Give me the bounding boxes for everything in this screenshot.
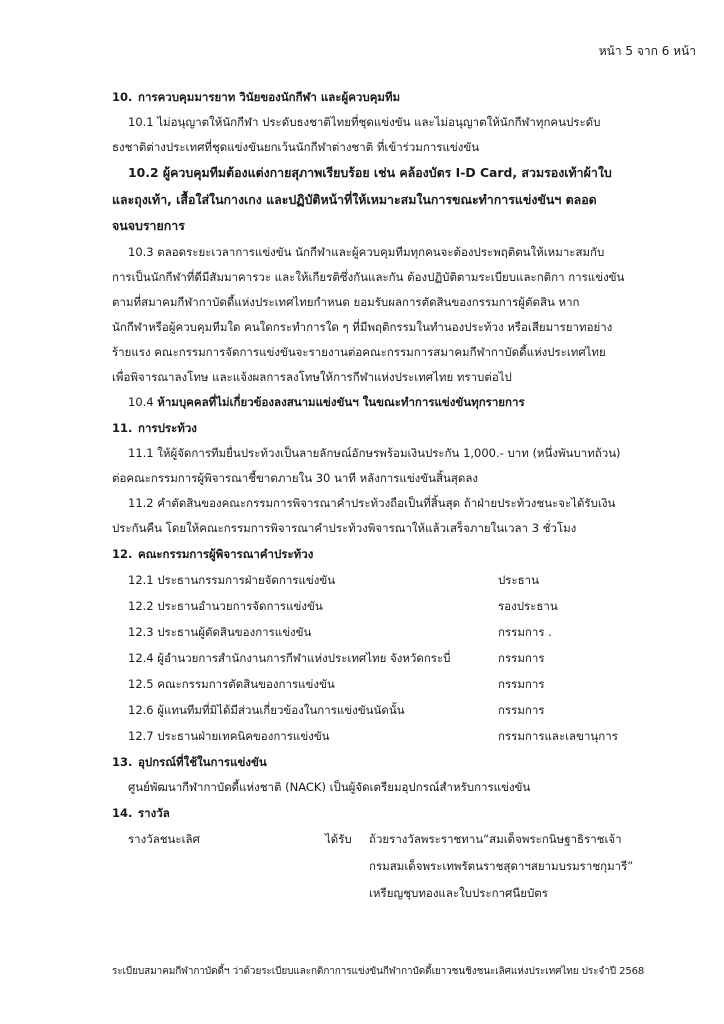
section-13-heading — [112, 749, 672, 775]
clause-10-2-line-2: และถุงเท้า, เสื้อใส่ในกางเกง และปฏิบัติหน้าที่ให้เหมาะสมในการขณะทำการแข่งขันฯ ตลอด — [112, 191, 597, 207]
section-10-title: การควบคุมมารยาท วินัยของนักกีฬา และผู้ควบคุมทีม — [138, 90, 401, 104]
committee-row — [112, 593, 672, 619]
prize-line-1: ถ้วยรางวัลพระราชทาน“สมเด็จพระกนิษฐาธิราชเจ้า — [369, 831, 622, 846]
prize-label: รางวัลชนะเลิศ — [128, 831, 200, 846]
clause-10-4-number: 10.4 — [128, 394, 158, 409]
section-14-title: รางวัล — [138, 805, 170, 820]
clause-11-2-line-1: 11.2 คำตัดสินของคณะกรรมการพิจารณาคำประท้วงถือเป็นที่สิ้นสุด ถ้าฝ่ายประท้วงชนะจะได้รับเงิน — [128, 495, 616, 510]
committee-row — [112, 697, 672, 723]
section-11-number: 11. — [112, 420, 133, 435]
prize-line-3: เหรียญชุบทองและใบประกาศนียบัตร — [369, 885, 548, 900]
section-13-title: อุปกรณ์ที่ใช้ในการแข่งขัน — [138, 754, 267, 769]
clause-10-4-text: ห้ามบุคคลที่ไม่เกี่ยวข้องลงสนามแข่งขันฯ ในขณะทำการแข่งขันทุกรายการ — [157, 394, 525, 409]
section-12-title: คณะกรรมการผู้พิจารณาคำประท้วง — [138, 546, 314, 561]
committee-member: 12.5 คณะกรรมการตัดสินของการแข่งขัน — [128, 676, 335, 691]
clause-10-2-line-3: จนจบรายการ — [112, 218, 185, 233]
section-11-heading — [112, 415, 672, 441]
committee-row — [112, 723, 672, 749]
clause-10-3-line-6: เพื่อพิจารณาลงโทษ และแจ้งผลการลงโทษให้การกีฬาแห่งประเทศไทย ทราบต่อไป — [112, 369, 512, 384]
clause-10-1-line-1: 10.1 ไม่อนุญาตให้นักกีฬา ประดับธงชาติไทยที่ชุดแข่งขัน และไม่อนุญาตให้นักกีฬาทุกคนประดับ — [128, 115, 601, 129]
committee-member: 12.4 ผู้อำนวยการสำนักงานการกีฬาแห่งประเทศไทย จังหวัดกระบี่ — [128, 650, 451, 665]
clause-10-3-line-3: ตามที่สมาคมกีฬากาบัดดี้แห่งประเทศไทยกำหนด ยอมรับผลการตัดสินของกรรมการผู้ตัดสิน หาก — [112, 294, 580, 309]
section-12-heading — [112, 541, 672, 567]
prize-row — [112, 880, 672, 907]
section-14-heading — [112, 800, 672, 826]
clause-10-3-line-5: ร้ายแรง คณะกรรมการจัดการแข่งขันจะรายงานต่อคณะกรรมการสมาคมกีฬากาบัดดี้แห่งประเทศไทย — [112, 344, 606, 359]
prize-row — [112, 853, 672, 880]
clause-10-2-line-1: 10.2 ผู้ควบคุมทีมต้องแต่งกายสุภาพเรียบร้อย เช่น คล้องบัตร I-D Card, สวมรองเท้าผ้าใบ — [128, 165, 612, 180]
committee-member: 12.3 ประธานผู้ตัดสินของการแข่งขัน — [128, 624, 312, 639]
committee-row — [112, 567, 672, 593]
clause-10-3-line-1: 10.3 ตลอดระยะเวลาการแข่งขัน นักกีฬาและผู้ควบคุมทีมทุกคนจะต้องประพฤติตนให้เหมาะสมกับ — [128, 244, 605, 259]
section-10-number: 10. — [112, 90, 133, 104]
committee-role: กรรมการ — [498, 650, 545, 665]
committee-role: กรรมการ — [498, 676, 545, 691]
section-13-number: 13. — [112, 754, 133, 769]
clause-11-2-line-2: ประกันคืน โดยให้คณะกรรมการพิจารณาคำประท้วงพิจารณาให้แล้วเสร็จภายในเวลา 3 ชั่วโมง — [112, 520, 577, 535]
clause-10-1-line-2: ธงชาติต่างประเทศที่ชุดแข่งขันยกเว้นนักกีฬาต่างชาติ ที่เข้าร่วมการแข่งขัน — [112, 140, 480, 154]
committee-row — [112, 645, 672, 671]
committee-role: กรรมการ . — [498, 624, 552, 639]
committee-role: รองประธาน — [498, 598, 558, 613]
prize-receive-label: ได้รับ — [325, 831, 352, 846]
committee-role: กรรมการและเลขานุการ — [498, 728, 618, 743]
committee-member: 12.2 ประธานอำนวยการจัดการแข่งขัน — [128, 598, 323, 613]
section-11-title: การประท้วง — [138, 420, 197, 435]
section-12-number: 12. — [112, 546, 133, 561]
document-body — [112, 84, 672, 907]
committee-member: 12.7 ประธานฝ่ายเทคนิคของการแข่งขัน — [128, 728, 330, 743]
committee-row — [112, 619, 672, 645]
committee-row — [112, 671, 672, 697]
committee-member: 12.6 ผู้แทนทีมที่มิได้มีส่วนเกี่ยวข้องในการแข่งขันนัดนั้น — [128, 702, 405, 717]
equipment-text: ศูนย์พัฒนากีฬากาบัดดี้แห่งชาติ (NACK) เป็นผู้จัดเตรียมอุปกรณ์สำหรับการแข่งขัน — [128, 779, 531, 794]
section-14-number: 14. — [112, 805, 133, 820]
prize-row — [112, 826, 672, 853]
prize-line-2: กรมสมเด็จพระเทพรัตนราชสุดาฯสยามบรมราชกุมารี” — [369, 858, 634, 873]
clause-10-3-line-4: นักกีฬาหรือผู้ควบคุมทีมใด คนใดกระทำการใด ๆ ที่มีพฤติกรรมในทำนองประท้วง หรือเสียมารยาทอย่าง — [112, 319, 613, 334]
page-number: หน้า 5 จาก 6 หน้า — [598, 44, 696, 58]
clause-11-1-line-2: ต่อคณะกรรมการผู้พิจารณาชี้ขาดภายใน 30 นาที หลังการแข่งขันสิ้นสุดลง — [112, 470, 479, 485]
clause-10-4 — [112, 390, 672, 415]
clause-11-1-line-1: 11.1 ให้ผู้จัดการทีมยื่นประท้วงเป็นลายลักษณ์อักษรพร้อมเงินประกัน 1,000.- บาท (หนึ่งพันบาทถ้วน) — [128, 445, 621, 460]
section-10-heading — [112, 84, 672, 110]
clause-10-3-line-2: การเป็นนักกีฬาที่ดีมีสัมมาคารวะ และให้เกียรติซึ่งกันและกัน ต้องปฏิบัติตามระเบียบและกติกา การแข่งขัน — [112, 269, 625, 284]
committee-role: ประธาน — [498, 572, 539, 587]
committee-role: กรรมการ — [498, 702, 545, 717]
committee-list — [112, 567, 672, 749]
committee-member: 12.1 ประธานกรรมการฝ่ายจัดการแข่งขัน — [128, 572, 336, 587]
document-footer: ระเบียบสมาคมกีฬากาบัดดี้ฯ ว่าด้วยระเบียบและกติกาการแข่งขันกีฬากาบัดดี้เยาวชนชิงชนะเลิศแห่งประเทศไทย ประจำปี 2568 — [112, 966, 645, 977]
